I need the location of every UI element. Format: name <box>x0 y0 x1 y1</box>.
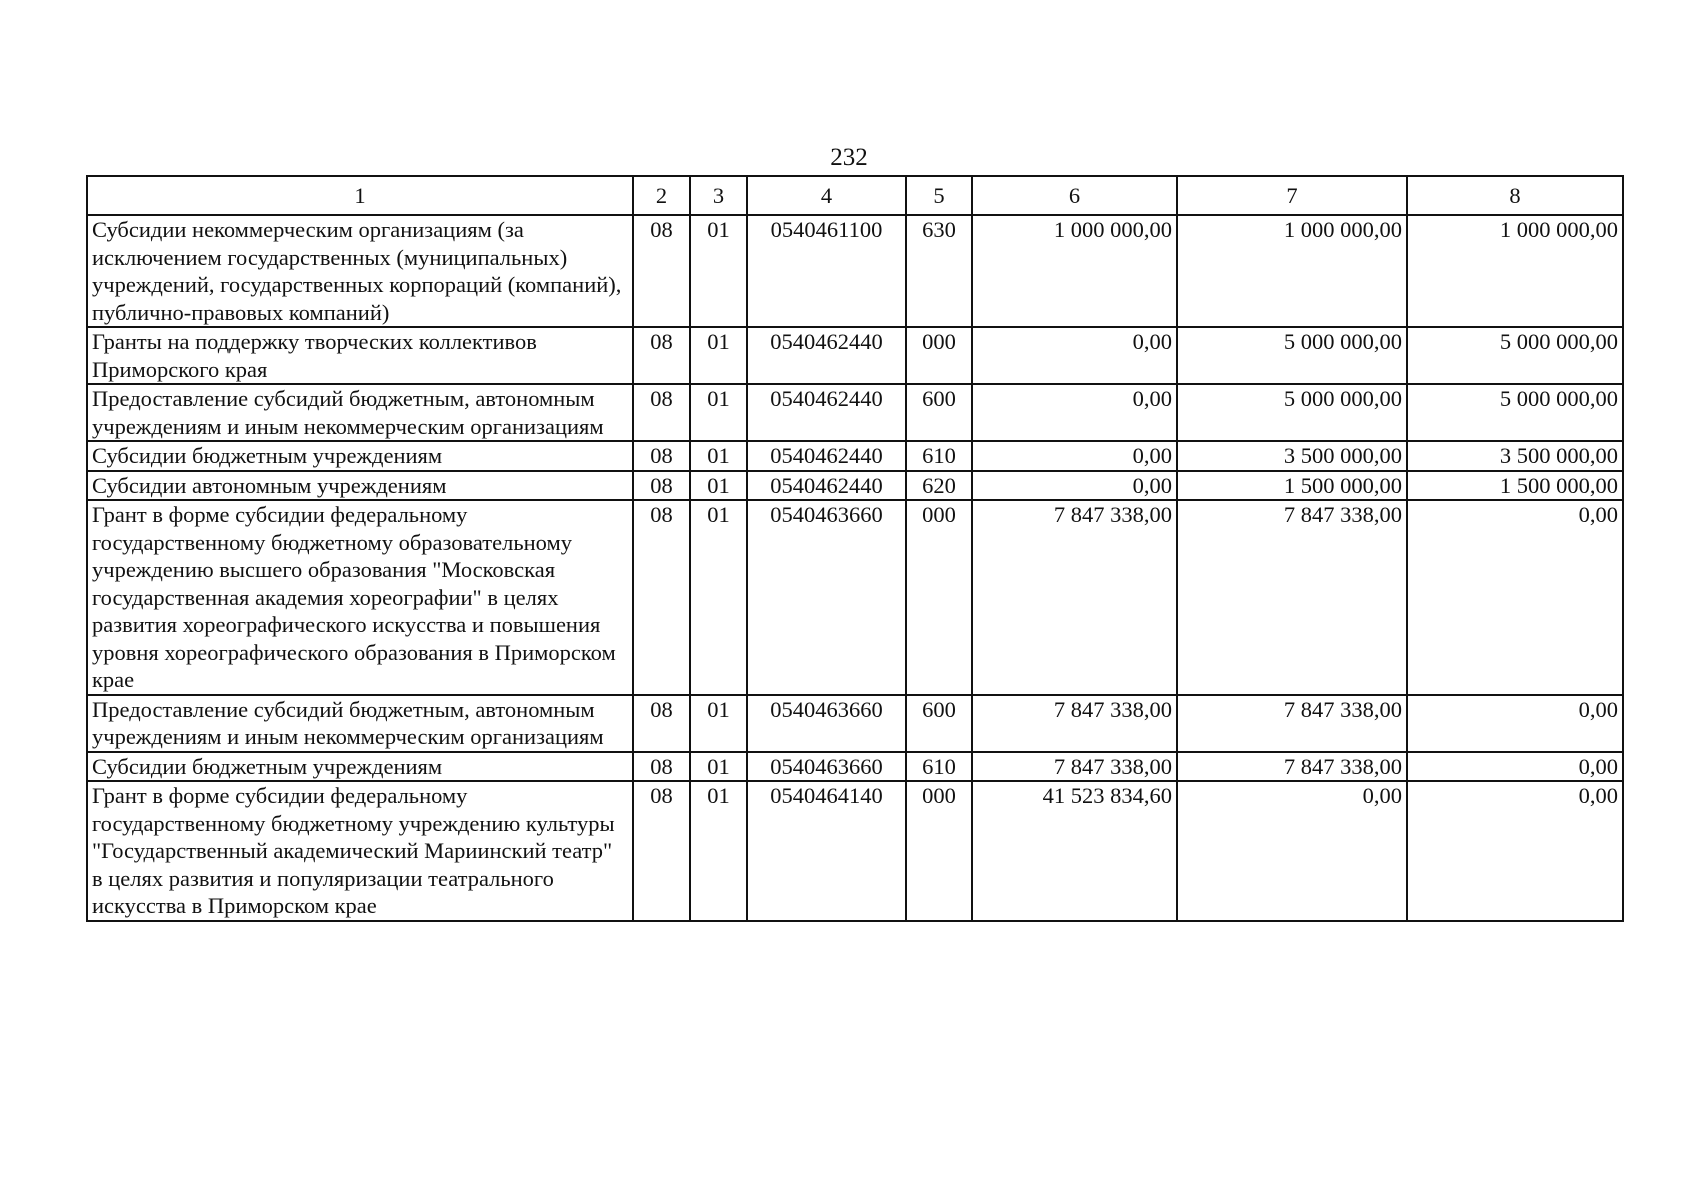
row-expense-type-code: 610 <box>906 752 972 782</box>
row-section-code: 08 <box>633 781 690 921</box>
column-number-1: 1 <box>87 176 633 215</box>
row-target-article-code: 0540462440 <box>747 327 906 384</box>
row-section-code: 08 <box>633 384 690 441</box>
row-target-article-code: 0540463660 <box>747 500 906 695</box>
row-expense-type-code: 000 <box>906 327 972 384</box>
row-amount-col8: 0,00 <box>1407 500 1623 695</box>
row-section-code: 08 <box>633 215 690 327</box>
row-expense-type-code: 630 <box>906 215 972 327</box>
table-row <box>87 752 1623 782</box>
row-subsection-code: 01 <box>690 781 747 921</box>
column-number-header-row <box>87 176 1623 215</box>
row-amount-col7: 1 500 000,00 <box>1177 471 1407 501</box>
row-target-article-code: 0540462440 <box>747 471 906 501</box>
row-amount-col8: 0,00 <box>1407 695 1623 752</box>
column-number-5: 5 <box>906 176 972 215</box>
table-row <box>87 384 1623 441</box>
row-amount-col7: 7 847 338,00 <box>1177 752 1407 782</box>
row-expense-type-code: 610 <box>906 441 972 471</box>
row-expense-type-code: 000 <box>906 500 972 695</box>
row-amount-col6: 0,00 <box>972 384 1177 441</box>
row-section-code: 08 <box>633 327 690 384</box>
column-number-8: 8 <box>1407 176 1623 215</box>
table-row <box>87 441 1623 471</box>
row-amount-col6: 1 000 000,00 <box>972 215 1177 327</box>
table-row <box>87 695 1623 752</box>
row-subsection-code: 01 <box>690 384 747 441</box>
row-amount-col6: 0,00 <box>972 441 1177 471</box>
row-name: Субсидии автономным учреждениям <box>87 471 633 501</box>
column-number-6: 6 <box>972 176 1177 215</box>
row-name: Субсидии некоммерческим организациям (за исключением государственных (муниципальных) учреждений, государственных корпораций (компаний), публично-правовых компаний) <box>87 215 633 327</box>
column-number-2: 2 <box>633 176 690 215</box>
row-amount-col7: 7 847 338,00 <box>1177 695 1407 752</box>
row-target-article-code: 0540463660 <box>747 695 906 752</box>
row-name: Гранты на поддержку творческих коллективов Приморского края <box>87 327 633 384</box>
row-subsection-code: 01 <box>690 471 747 501</box>
row-name: Предоставление субсидий бюджетным, автономным учреждениям и иным некоммерческим организациям <box>87 384 633 441</box>
row-amount-col7: 3 500 000,00 <box>1177 441 1407 471</box>
row-expense-type-code: 620 <box>906 471 972 501</box>
table-row <box>87 327 1623 384</box>
row-section-code: 08 <box>633 695 690 752</box>
budget-table <box>86 175 1624 922</box>
row-name: Субсидии бюджетным учреждениям <box>87 441 633 471</box>
row-amount-col8: 5 000 000,00 <box>1407 327 1623 384</box>
row-name: Грант в форме субсидии федеральному государственному бюджетному образовательному учреждению высшего образования "Московская государственная академия хореографии" в целях развития хореографического искусства и повышения уровня хореографического образования в Приморском крае <box>87 500 633 695</box>
row-amount-col6: 7 847 338,00 <box>972 695 1177 752</box>
row-amount-col8: 1 500 000,00 <box>1407 471 1623 501</box>
table-row <box>87 500 1623 695</box>
row-expense-type-code: 600 <box>906 384 972 441</box>
row-expense-type-code: 600 <box>906 695 972 752</box>
row-target-article-code: 0540464140 <box>747 781 906 921</box>
row-amount-col8: 0,00 <box>1407 781 1623 921</box>
row-expense-type-code: 000 <box>906 781 972 921</box>
row-amount-col6: 7 847 338,00 <box>972 752 1177 782</box>
row-amount-col7: 5 000 000,00 <box>1177 384 1407 441</box>
row-subsection-code: 01 <box>690 327 747 384</box>
table-row <box>87 781 1623 921</box>
row-section-code: 08 <box>633 752 690 782</box>
row-target-article-code: 0540462440 <box>747 384 906 441</box>
column-number-4: 4 <box>747 176 906 215</box>
row-section-code: 08 <box>633 500 690 695</box>
row-name: Предоставление субсидий бюджетным, автономным учреждениям и иным некоммерческим организациям <box>87 695 633 752</box>
table-row <box>87 471 1623 501</box>
row-amount-col7: 5 000 000,00 <box>1177 327 1407 384</box>
row-subsection-code: 01 <box>690 441 747 471</box>
row-subsection-code: 01 <box>690 752 747 782</box>
page-number: 232 <box>830 144 868 171</box>
column-number-7: 7 <box>1177 176 1407 215</box>
row-target-article-code: 0540461100 <box>747 215 906 327</box>
row-amount-col8: 3 500 000,00 <box>1407 441 1623 471</box>
row-amount-col8: 0,00 <box>1407 752 1623 782</box>
row-amount-col7: 7 847 338,00 <box>1177 500 1407 695</box>
row-name: Грант в форме субсидии федеральному государственному бюджетному учреждению культуры "Государственный академический Мариинский театр" в целях развития и популяризации театрального искусства в Приморском крае <box>87 781 633 921</box>
row-name: Субсидии бюджетным учреждениям <box>87 752 633 782</box>
row-subsection-code: 01 <box>690 695 747 752</box>
row-subsection-code: 01 <box>690 215 747 327</box>
row-amount-col6: 0,00 <box>972 471 1177 501</box>
row-amount-col8: 5 000 000,00 <box>1407 384 1623 441</box>
row-amount-col6: 41 523 834,60 <box>972 781 1177 921</box>
column-number-3: 3 <box>690 176 747 215</box>
row-amount-col7: 0,00 <box>1177 781 1407 921</box>
table-row <box>87 215 1623 327</box>
row-section-code: 08 <box>633 441 690 471</box>
row-amount-col7: 1 000 000,00 <box>1177 215 1407 327</box>
row-amount-col6: 0,00 <box>972 327 1177 384</box>
row-amount-col8: 1 000 000,00 <box>1407 215 1623 327</box>
row-subsection-code: 01 <box>690 500 747 695</box>
row-amount-col6: 7 847 338,00 <box>972 500 1177 695</box>
row-section-code: 08 <box>633 471 690 501</box>
row-target-article-code: 0540462440 <box>747 441 906 471</box>
row-target-article-code: 0540463660 <box>747 752 906 782</box>
